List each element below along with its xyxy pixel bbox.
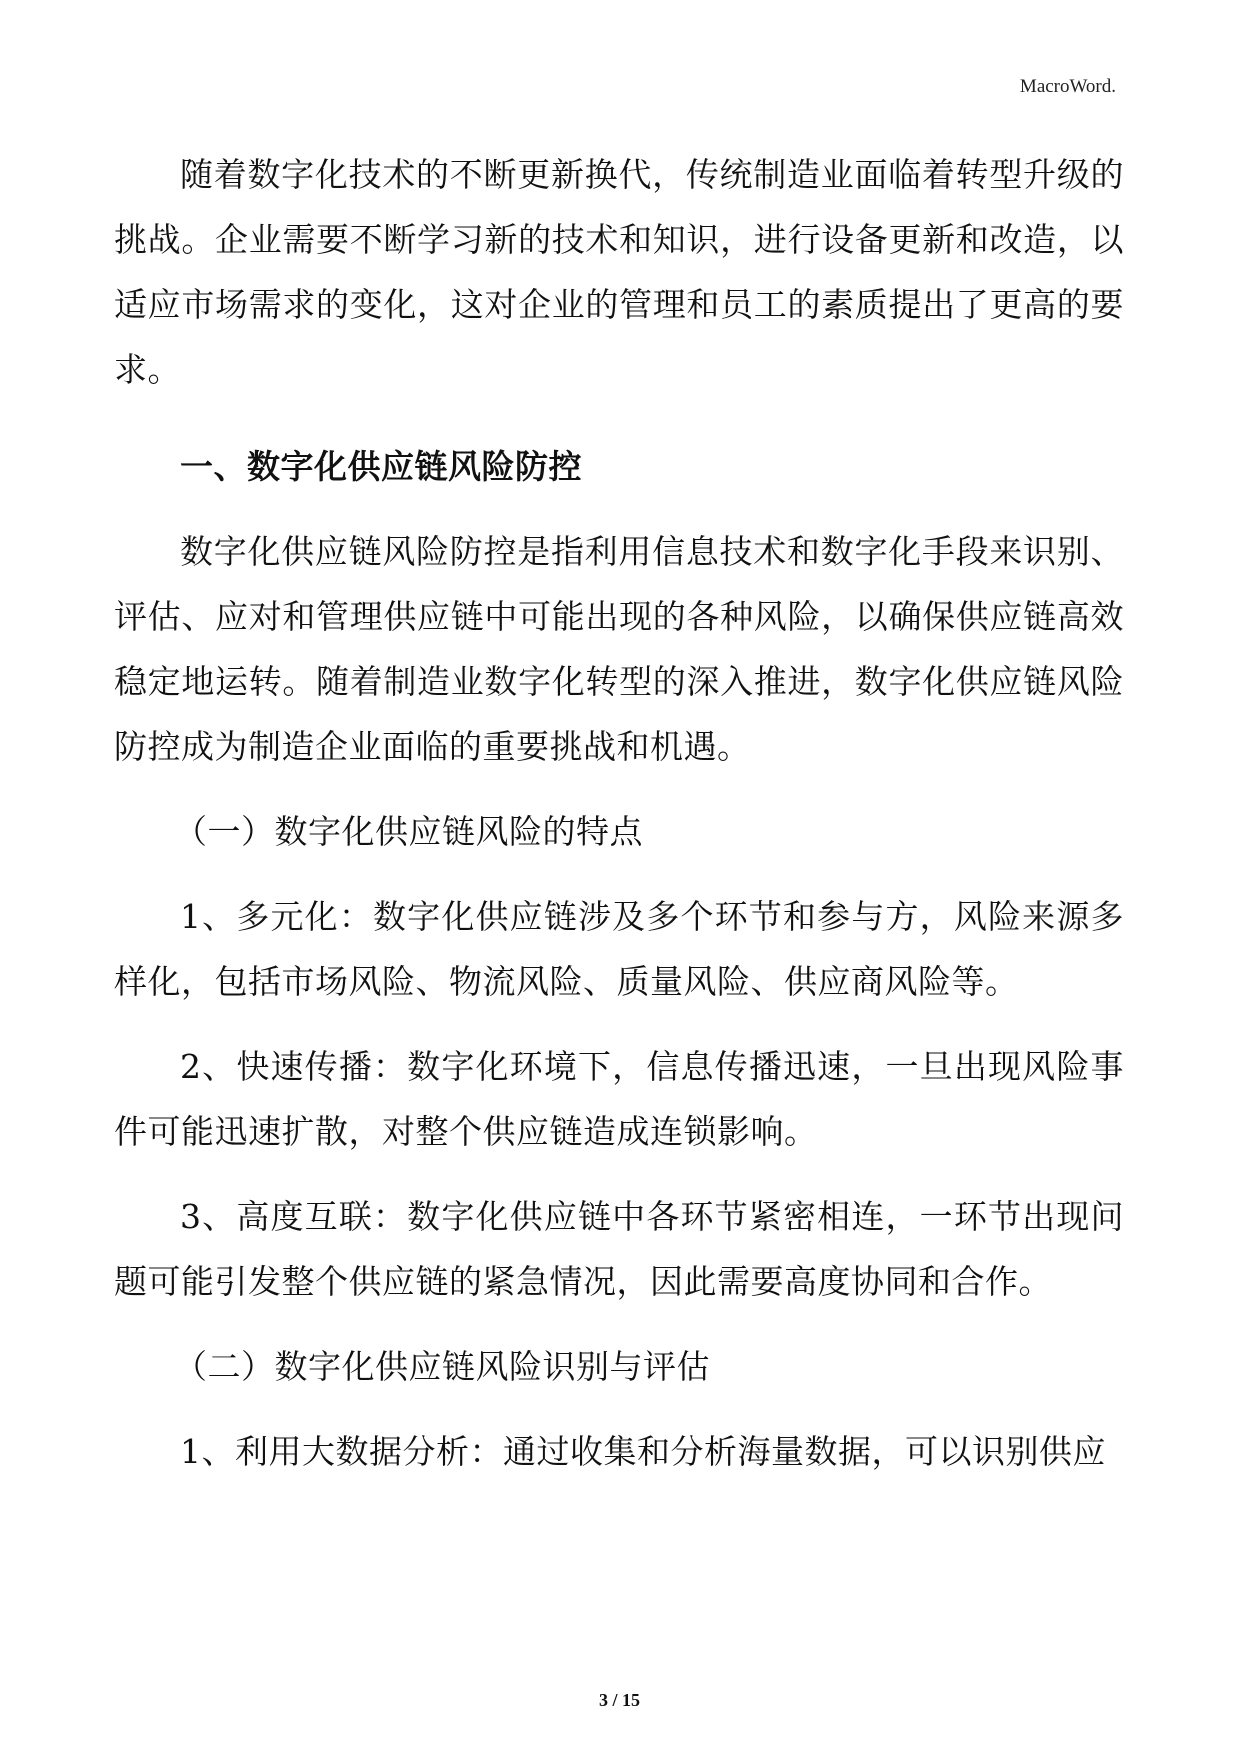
section-1-paragraph: 数字化供应链风险防控是指利用信息技术和数字化手段来识别、评估、应对和管理供应链中可能出现的各种风险，以确保供应链高效稳定地运转。随着制造业数字化转型的深入推进，数字化供应链风险防控成为制造企业面临的重要挑战和机遇。 [114,532,1124,766]
spacer [114,1399,1124,1419]
spacer [114,499,1124,519]
intro-paragraph: 随着数字化技术的不断更新换代，传统制造业面临着转型升级的挑战。企业需要不断学习新的技术和知识，进行设备更新和改造，以适应市场需求的变化，这对企业的管理和员工的素质提出了更高的要求。 [114,155,1124,389]
spacer [114,1314,1124,1334]
list-item-point-3: 3、高度互联：数字化供应链中各环节紧密相连，一环节出现问题可能引发整个供应链的紧急情况，因此需要高度协同和合作。 [114,1197,1124,1301]
subsection-heading-1: （一）数字化供应链风险的特点 [174,812,643,851]
section-heading-1: 一、数字化供应链风险防控 [180,447,582,486]
spacer [114,1164,1124,1184]
document-body [114,142,1124,1484]
list-item-point-1: 1、多元化：数字化供应链涉及多个环节和参与方，风险来源多样化，包括市场风险、物流风险、质量风险、供应商风险等。 [114,897,1124,1001]
list-item-point-4: 1、利用大数据分析：通过收集和分析海量数据，可以识别供应 [180,1432,1106,1471]
page-number: 3 / 15 [598,1690,640,1710]
list-item-point-2: 2、快速传播：数字化环境下，信息传播迅速，一旦出现风险事件可能迅速扩散，对整个供应链造成连锁影响。 [114,1047,1124,1151]
spacer [114,1014,1124,1034]
subsection-heading-2: （二）数字化供应链风险识别与评估 [174,1347,710,1386]
spacer [114,402,1124,434]
spacer [114,779,1124,799]
header-watermark-text: MacroWord. [1019,76,1116,97]
spacer [114,864,1124,884]
